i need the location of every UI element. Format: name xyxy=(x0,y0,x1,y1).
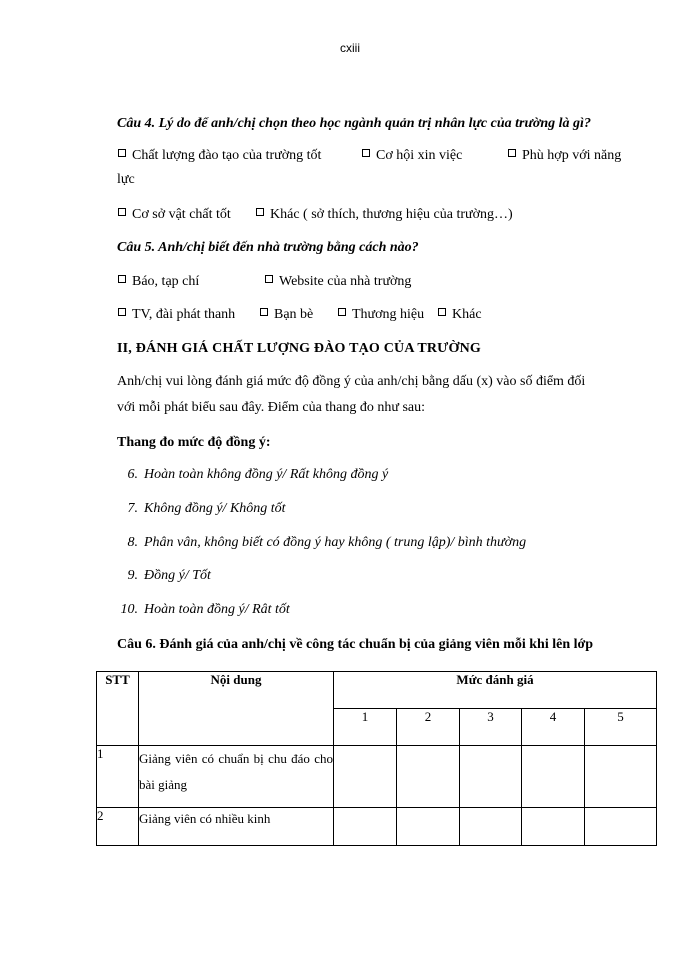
header-content: Nội dung xyxy=(139,672,334,746)
rating-level-5: 5 xyxy=(585,709,657,746)
row-stt: 1 xyxy=(97,746,139,808)
scale-item: 8. Phân vân, không biết có đồng ý hay không ( trung lập)/ bình thường xyxy=(127,535,527,550)
checkbox-icon[interactable] xyxy=(118,308,126,316)
question-5-title: Câu 5. Anh/chị biết đến nhà trường bằng cách nào? xyxy=(117,240,419,255)
table-row xyxy=(97,746,657,808)
q5-option-tv-radio[interactable]: TV, đài phát thanh xyxy=(118,307,235,323)
q5-option-website[interactable]: Website của nhà trường xyxy=(265,274,411,290)
header-rating: Mức đánh giá xyxy=(334,672,657,709)
rating-cell-5[interactable] xyxy=(585,808,657,846)
table-row xyxy=(97,808,657,846)
rating-cell-2[interactable] xyxy=(397,746,460,808)
rating-cell-4[interactable] xyxy=(522,746,585,808)
row-content: Giảng viên có nhiều kinh xyxy=(139,808,334,846)
checkbox-icon[interactable] xyxy=(118,275,126,283)
rating-cell-2[interactable] xyxy=(397,808,460,846)
q5-option-other[interactable]: Khác xyxy=(438,307,482,323)
page-number: cxiii xyxy=(340,41,360,55)
q4-option-facilities[interactable]: Cơ sở vật chất tốt xyxy=(118,207,231,223)
q4-option-other[interactable]: Khác ( sở thích, thương hiệu của trường…) xyxy=(256,207,513,223)
checkbox-icon[interactable] xyxy=(508,149,516,157)
q4-option-quality[interactable]: Chất lượng đào tạo của trường tốt xyxy=(118,148,321,164)
rating-cell-3[interactable] xyxy=(460,746,522,808)
q4-option-fit-continued: lực xyxy=(117,172,135,187)
q5-option-friends[interactable]: Bạn bè xyxy=(260,307,313,323)
q4-option-job[interactable]: Cơ hội xin việc xyxy=(362,148,462,164)
checkbox-icon[interactable] xyxy=(338,308,346,316)
scale-title: Thang đo mức độ đồng ý: xyxy=(117,435,271,450)
rating-cell-1[interactable] xyxy=(334,746,397,808)
header-stt: STT xyxy=(97,672,139,746)
scale-item: 10. Hoàn toàn đồng ý/ Rât tốt xyxy=(120,602,290,617)
checkbox-icon[interactable] xyxy=(118,208,126,216)
q5-option-brand[interactable]: Thương hiệu xyxy=(338,307,424,323)
question-4-title: Câu 4. Lý do để anh/chị chọn theo học ngành quản trị nhân lực của trường là gì? xyxy=(117,116,591,131)
rating-table xyxy=(96,671,657,846)
scale-item: 7. Không đồng ý/ Không tốt xyxy=(127,501,286,516)
row-stt: 2 xyxy=(97,808,139,846)
rating-level-1: 1 xyxy=(334,709,397,746)
checkbox-icon[interactable] xyxy=(118,149,126,157)
scale-item: 6. Hoàn toàn không đồng ý/ Rất không đồng ý xyxy=(127,467,389,482)
checkbox-icon[interactable] xyxy=(260,308,268,316)
row-content: Giảng viên có chuẩn bị chu đáo cho bài giảng xyxy=(139,746,334,808)
rating-cell-4[interactable] xyxy=(522,808,585,846)
checkbox-icon[interactable] xyxy=(256,208,264,216)
q4-option-fit[interactable]: Phù hợp với năng xyxy=(508,148,621,164)
rating-cell-3[interactable] xyxy=(460,808,522,846)
checkbox-icon[interactable] xyxy=(265,275,273,283)
scale-item: 9. Đồng ý/ Tốt xyxy=(127,568,211,583)
checkbox-icon[interactable] xyxy=(362,149,370,157)
section-2-intro-line-2: với mỗi phát biểu sau đây. Điểm của thang đo như sau: xyxy=(117,400,426,415)
section-2-intro-line-1: Anh/chị vui lòng đánh giá mức độ đồng ý của anh/chị bằng dấu (x) vào số điểm đối xyxy=(117,374,586,389)
rating-cell-5[interactable] xyxy=(585,746,657,808)
rating-level-2: 2 xyxy=(397,709,460,746)
q5-option-newspaper[interactable]: Báo, tạp chí xyxy=(118,274,199,290)
rating-level-4: 4 xyxy=(522,709,585,746)
checkbox-icon[interactable] xyxy=(438,308,446,316)
question-6-title: Câu 6. Đánh giá của anh/chị về công tác chuẩn bị của giảng viên mỗi khi lên lớp xyxy=(117,637,594,652)
rating-cell-1[interactable] xyxy=(334,808,397,846)
rating-level-3: 3 xyxy=(460,709,522,746)
section-2-heading: II, ĐÁNH GIÁ CHẤT LƯỢNG ĐÀO TẠO CỦA TRƯỜNG xyxy=(117,341,482,356)
